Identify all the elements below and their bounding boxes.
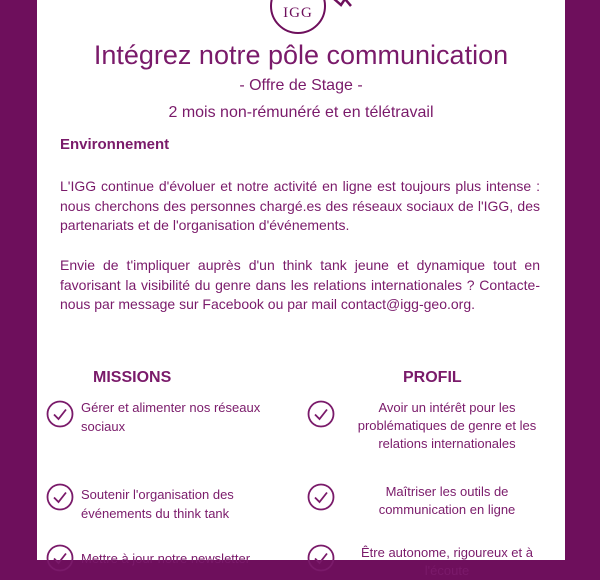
offer-type: - Offre de Stage - [239,77,363,94]
environment-paragraph-2: Envie de t'impliquer auprès d'un think tank jeune et dynamique tout en favorisant la visibilité du genre dans les relations internationales ? Contacte-nous par message sur Facebook ou par mail contact@igg-geo.org. [60,257,540,312]
check-circle-icon [46,483,74,511]
igg-logo [270,0,326,34]
profil-item-2: Maîtriser les outils de communication en ligne [378,484,516,517]
mission-item-1: Gérer et alimenter nos réseaux sociaux [81,400,261,434]
profil-item-1: Avoir un intérêt pour les problématiques de genre et les relations internationales [357,400,537,451]
check-circle-icon [307,544,335,572]
check-circle-icon [46,544,74,572]
check-circle-icon [307,483,335,511]
missions-heading: MISSIONS [93,369,172,386]
mission-item-3: Mettre à jour notre newsletter [81,551,251,566]
environment-heading: Environnement [60,136,170,153]
mission-item-2: Soutenir l'organisation des événements du think tank [81,487,234,521]
environment-paragraph-1: L'IGG continue d'évoluer et notre activité en ligne est toujours plus intense : nous cherchons des personnes chargé.es des réseaux sociaux de l'IGG, des partenariats et de l'organisation d'événements. [60,178,540,233]
logo-mark-icon [331,0,371,8]
page-title: Intégrez notre pôle communication [93,40,509,70]
offer-card [37,0,565,578]
profil-heading: PROFIL [403,369,462,386]
check-circle-icon [46,400,74,428]
offer-details: 2 mois non-rémunéré et en télétravail [168,104,434,121]
check-circle-icon [307,400,335,428]
profil-item-3: Être autonome, rigoureux et à l'écoute [361,545,533,578]
logo-text: IGG [283,5,313,21]
